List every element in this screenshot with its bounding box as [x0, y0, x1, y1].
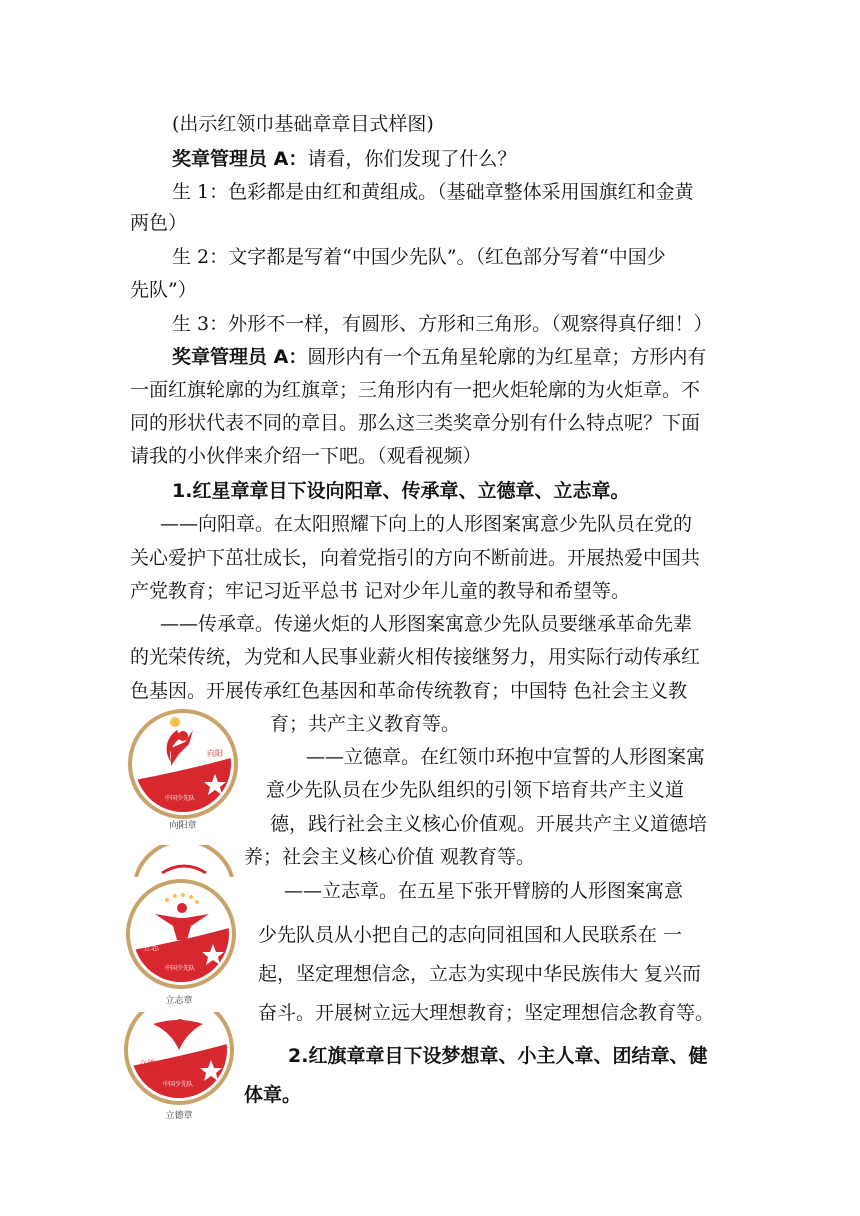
dialogue-line: 先队”）: [130, 279, 197, 301]
dialogue-line: 请我的小伙伴来介绍一下吧。（观看视频）: [130, 445, 482, 467]
paragraph-line: 色基因。开展传承红色基因和革命传统教育；中国特 色社会主义教: [130, 680, 688, 702]
paragraph-line: 奋斗。开展树立远大理想教育；坚定理想信念教育等。: [258, 1002, 715, 1024]
dialogue-line: 生 3：外形不一样，有圆形、方形和三角形。（观察得真仔细！）: [172, 313, 713, 335]
badge-ribbon-text: 中国少先队: [165, 965, 196, 972]
dialogue-line: [172, 147, 516, 171]
paragraph-line: 关心爱护下茁壮成长，向着党指引的方向不断前进。开展热爱中国共: [130, 547, 701, 569]
badge-ribbon-text: 中国少先队: [163, 1081, 194, 1088]
paragraph-line: ——立德章。在红领巾环抱中宣誓的人形图案寓: [306, 746, 706, 768]
paragraph-line: 少先队员从小把自己的志向同祖国和人民联系在 一: [258, 924, 683, 946]
section-heading: 2.红旗章章目下设梦想章、小主人章、团结章、健: [288, 1045, 708, 1067]
badge-word: 立志: [143, 943, 159, 952]
dialogue-line: 一面红旗轮廓的为红旗章；三角形内有一把火炬轮廓的为火炬章。不: [130, 379, 701, 401]
badge-caption: 立志章: [165, 996, 193, 1006]
badge-caption: 向阳章: [169, 821, 197, 831]
section-heading: 体章。: [244, 1084, 302, 1106]
cropped-badge-edge: [132, 845, 236, 877]
paragraph-line: 起，坚定理想信念，立志为实现中华民族伟大 复兴而: [258, 963, 702, 985]
dialogue-text: 圆形内有一个五角星轮廓的为红星章；方形内有: [307, 346, 707, 368]
paragraph-line: ——传承章。传递火炬的人形图案寓意少先队员要继承革命先辈: [160, 613, 693, 635]
dialogue-line: [172, 345, 706, 369]
figure-note: (出示红领巾基础章章目式样图): [172, 113, 434, 135]
dialogue-line: 生 2：文字都是写着“中国少先队”。（红色部分写着“中国少: [172, 246, 666, 268]
dialogue-text: 请看，你们发现了什么？: [307, 148, 517, 170]
paragraph-line: 育；共产主义教育等。: [270, 713, 461, 735]
paragraph-line: 的光荣传统，为党和人民事业薪火相传接继努力，用实际行动传承红: [130, 646, 701, 668]
dialogue-line: 两色）: [130, 212, 188, 234]
section-heading: 1.红星章章目下设向阳章、传承章、立德章、立志章。: [172, 480, 630, 502]
lizhi-badge: [125, 878, 237, 990]
xiangyang-badge: [127, 708, 239, 820]
badge-word: 立德: [139, 1059, 155, 1068]
paragraph-line: 意少先队员在少先队组织的引领下培育共产主义道: [266, 779, 685, 801]
lide-badge: [123, 1012, 235, 1106]
badge-ribbon-text: 中国少先队: [165, 795, 196, 802]
paragraph-line: 养；社会主义核心价值 观教育等。: [244, 846, 536, 868]
paragraph-line: ——向阳章。在太阳照耀下向上的人形图案寓意少先队员在党的: [160, 513, 693, 535]
speaker-label: 奖章管理员 A：: [172, 148, 308, 170]
paragraph-line: ——立志章。在五星下张开臂膀的人形图案寓意: [284, 880, 684, 902]
paragraph-line: 产党教育；牢记习近平总书 记对少年儿童的教导和希望等。: [130, 580, 631, 602]
dialogue-line: 生 1：色彩都是由红和黄组成。（基础章整体采用国旗红和金黄: [172, 181, 694, 203]
paragraph-line: 德，践行社会主义核心价值观。开展共产主义道德培: [270, 813, 708, 835]
badge-word: 向阳: [207, 749, 223, 758]
dialogue-line: 同的形状代表不同的章目。那么这三类奖章分别有什么特点呢？下面: [130, 412, 701, 434]
badge-caption: 立德章: [165, 1111, 193, 1121]
speaker-label: 奖章管理员 A：: [172, 346, 308, 368]
